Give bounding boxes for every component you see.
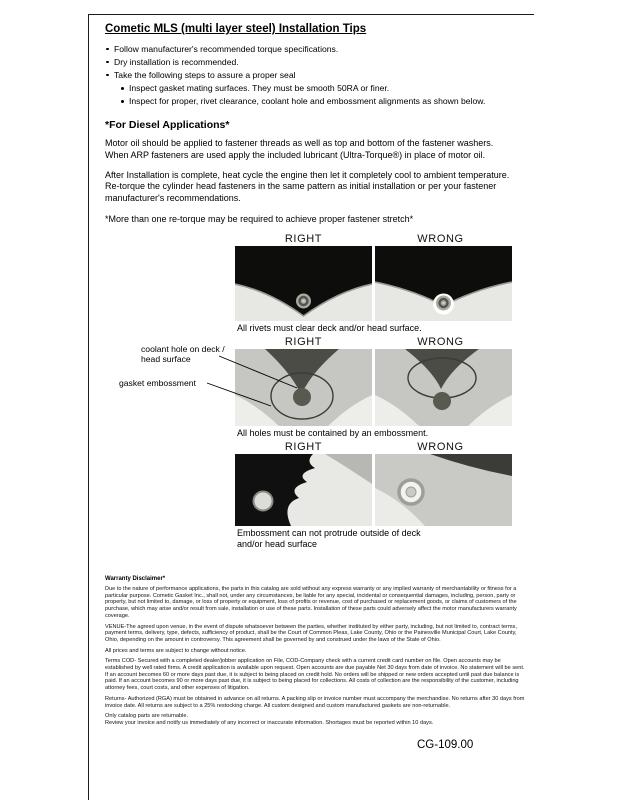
warranty-disclaimer: [105, 576, 525, 727]
wrong-label: WRONG: [417, 440, 464, 453]
protrusion-right-image: [235, 454, 372, 526]
right-label: RIGHT: [284, 335, 323, 348]
disclaimer-paragraph: Only catalog parts are returnable.: [105, 713, 189, 720]
annotation-coolant-hole: coolant hole on deck / head surface: [141, 343, 225, 364]
embossment-wrong-image: [375, 349, 512, 426]
annotation-gasket-embossment: gasket embossment: [119, 377, 196, 388]
installation-tips-list: [105, 43, 524, 108]
disclaimer-paragraph: VENUE-The agreed upon venue, in the event of dispute whatsoever between the parties, whether instituted by either party, including, but not limited to, contract terms, payment terms, delivery, type, defects, sufficiency of product, shall be the Court of Common Pleas, Lake County, Ohio or the Painesville Municipal Court, Lake County, Ohio, depending on the amount in controversy. This agreement shall be governed by and construed under the laws of the State of Ohio.: [105, 623, 517, 643]
diesel-paragraph-2: After Installation is complete, heat cycle the engine then let it completely cool to ambient temperature. Re-torque the cylinder head fasteners in the same pattern as initial installation or per your fastener manufacturer's recommendations.: [105, 169, 510, 204]
diagram-row-embossment: [119, 335, 512, 439]
diagram-images: [235, 246, 512, 321]
right-label: RIGHT: [284, 440, 323, 453]
page-frame: [88, 14, 534, 800]
diagram-labels: [235, 233, 512, 246]
wrong-label: WRONG: [417, 335, 464, 348]
diagram-row-protrusion: [235, 441, 512, 550]
rivet-right-image: [235, 246, 372, 321]
disclaimer-paragraph: Terms COD- Secured with a completed dealer/jobber application on File, COD-Company check with a current credit card number on file. Open accounts may be established by well rated firms. A credit application is available upon request. Open accounts are due payable Net 30 days from date of invoice. No statement will be sent. If an account becomes 60 or more days past due, it is subject to being placed on credit hold. No orders will be shipped or new orders accepted until past due balance is paid. If an account becomes 90 or more days past due, it is subject to being placed for collections. All costs of collection are the responsibility of the customer, including attorney fees, court costs, and other expenses of litigation.: [105, 658, 525, 692]
diagram-labels: [235, 336, 512, 349]
retorque-note: *More than one re-torque may be required to achieve proper fastener stretch*: [105, 213, 414, 224]
right-label: RIGHT: [284, 232, 323, 245]
list-item: Take the following steps to assure a proper seal: [105, 69, 524, 82]
catalog-code: CG-109.00: [417, 738, 474, 751]
diesel-paragraph-1: Motor oil should be applied to fastener threads as well as top and bottom of the fastener washers. When ARP fasteners are used apply the included lubricant (Ultra-Torque®) in place of motor oil.: [105, 138, 494, 160]
list-item: Dry installation is recommended.: [105, 56, 524, 69]
disclaimer-paragraph: Due to the nature of performance applications, the parts in this catalog are sold without any express warranty or any implied warranty of merchantability or fitness for a particular purpose. Cometic Gasket Inc., shall not, under any circumstances, be liable for any special, incidental or consequential damages, including, person, party or property, but not limited to, damage, or loss of property or equipment, loss of profits or revenue, cost of purchased or replacement goods, or claims of customers of the purchase, which may arise and/or result from sale, installation or use of these parts. Installation of these parts could adversely affect the motor manufacturers warranty coverage.: [105, 585, 517, 619]
page-title: Cometic MLS (multi layer steel) Installation Tips: [105, 23, 367, 35]
list-sub-item: Inspect for proper, rivet clearance, coolant hole and embossment alignments as shown below.: [120, 95, 524, 108]
diagram-images: [235, 349, 512, 426]
diagram-caption: All rivets must clear deck and/or head surface.: [237, 322, 422, 333]
diagram-caption: Embossment can not protrude outside of deck and/or head surface: [237, 527, 421, 549]
diagram-labels: [235, 441, 512, 454]
diagram-row-rivets: [235, 233, 512, 334]
diesel-applications-heading: *For Diesel Applications*: [105, 119, 230, 131]
disclaimer-paragraph: All prices and terms are subject to change without notice.: [105, 647, 247, 654]
protrusion-wrong-image: [375, 454, 512, 526]
diagram-caption: All holes must be contained by an embossment.: [237, 427, 429, 438]
rivet-wrong-image: [375, 246, 512, 321]
disclaimer-paragraph: Returns- Authorized (RGA) must be obtained in advance on all returns. A packing slip or invoice number must accompany the merchandise. No returns after 30 days from invoice date. All returns are subject to a 25% restocking charge. All custom designed and custom manufactured gaskets are non-returnable.: [105, 695, 525, 709]
list-sub-item: Inspect gasket mating surfaces. They must be smooth 50RA or finer.: [120, 82, 524, 95]
wrong-label: WRONG: [417, 232, 464, 245]
embossment-right-image: [235, 349, 372, 426]
disclaimer-paragraph: Review your invoice and notify us immediately of any incorrect or inaccurate information. Shortages must be reported within 10 days.: [105, 719, 434, 726]
diagram-images: [235, 454, 512, 526]
list-item: Follow manufacturer's recommended torque specifications.: [105, 43, 524, 56]
warranty-disclaimer-heading: Warranty Disclaimer*: [105, 575, 166, 582]
